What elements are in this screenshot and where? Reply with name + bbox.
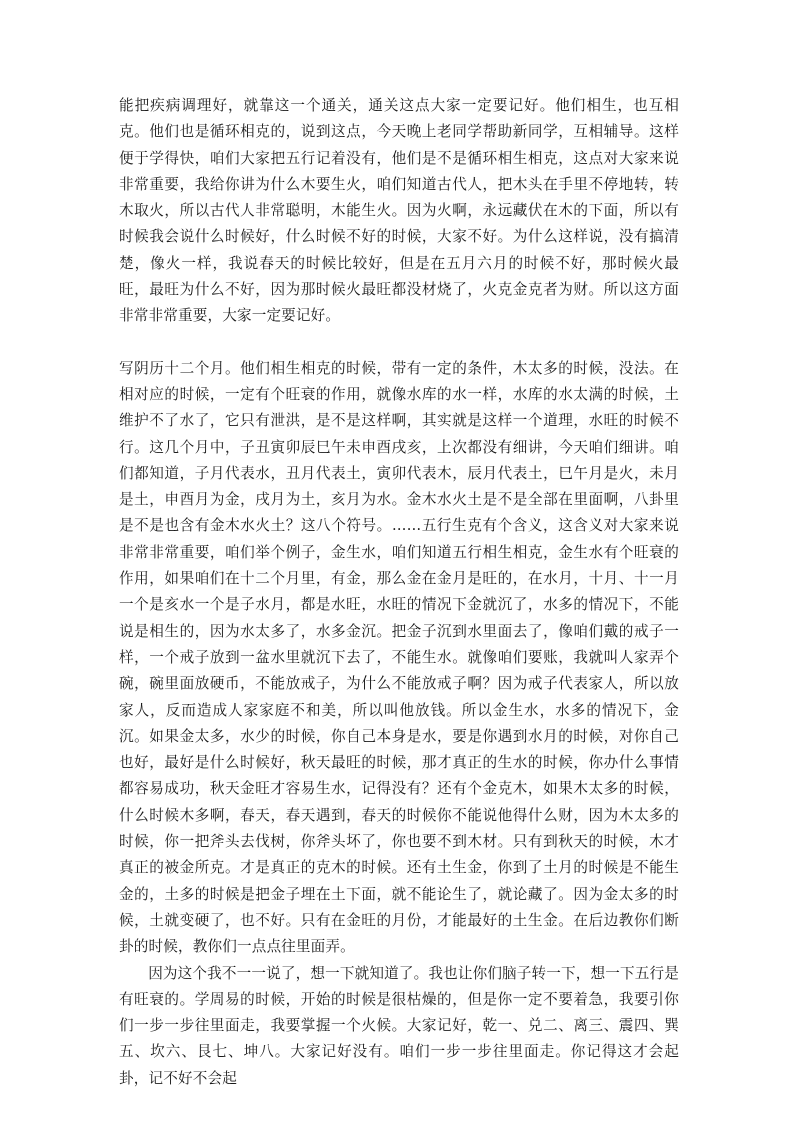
document-body xyxy=(119,93,679,1092)
paragraph-1: 能把疾病调理好，就靠这一个通关，通关这点大家一定要记好。他们相生，也互相克。他们也是循环相克的，说到这点，今天晚上老同学帮助新同学，互相辅导。这样便于学得快，咱们大家把五行记着没有，他们是不是循环相生相克，这点对大家来说非常重要，我给你讲为什么木要生火，咱们知道古代人，把木头在手里不停地转，转木取火，所以古代人非常聪明，木能生火。因为火啊，永远藏伏在木的下面，所以有时候我会说什么时候好，什么时候不好的时候，大家不好。为什么这样说，没有搞清楚，像火一样，我说春天的时候比较好，但是在五月六月的时候不好，那时候火最旺，最旺为什么不好，因为那时候火最旺都没材烧了，火克金克者为财。所以这方面非常非常重要，大家一定要记好。 xyxy=(119,97,679,325)
paragraph-spacer xyxy=(119,330,679,356)
paragraph-2: 写阴历十二个月。他们相生相克的时候，带有一定的条件，木太多的时候，没法。在相对应的时候，一定有个旺衰的作用，就像水库的水一样，水库的水太满的时候，土维护不了水了，它只有泄洪，是不是这样啊，其实就是这样一个道理，水旺的时候不行。这几个月中，子丑寅卯辰巳午未申酉戌亥，上次都没有细讲，今天咱们细讲。咱们都知道，子月代表水，丑月代表土，寅卯代表木，辰月代表土，巳午月是火，未月是土，申酉月为金，戌月为土，亥月为水。金木水火土是不是全部在里面啊，八卦里是不是也含有金木水火土？这八个符号。……五行生克有个含义，这含义对大家来说非常非常重要，咱们举个例子，金生水，咱们知道五行相生相克，金生水有个旺衰的作用，如果咱们在十二个月里，有金，那么金在金月是旺的，在水月，十月、十一月一个是亥水一个是子水月，都是水旺，水旺的情况下金就沉了，水多的情况下，不能说是相生的，因为水太多了，水多金沉。把金子沉到水里面去了，像咱们戴的戒子一样，一个戒子放到一盆水里就沉下去了，不能生水。就像咱们要账，我就叫人家弄个碗，碗里面放硬币，不能放戒子，为什么不能放戒子啊？因为戒子代表家人，所以放家人，反而造成人家家庭不和美，所以叫他放钱。所以金生水，水多的情况下，金沉。如果金太多，水少的时候，你自己本身是水，要是你遇到水月的时候，对你自己也好，最好是什么时候好，秋天最旺的时候，那才真正的生水的时候，你办什么事情都容易成功，秋天金旺才容易生水，记得没有？还有个金克木，如果木太多的时候，什么时候木多啊，春天，春天遇到，春天的时候你不能说他得什么财，因为木太多的时候，你一把斧头去伐树，你斧头坏了，你也要不到木材。只有到秋天的时候，木才真正的被金所克。才是真正的克木的时候。还有土生金，你到了土月的时候是不能生金的，土多的时候是把金子埋在土下面，就不能论生了，就论藏了。因为金太多的时候，土就变硬了，也不好。只有在金旺的月份，才能最好的土生金。在后边教你们断卦的时候，教你们一点点往里面弄。 xyxy=(119,359,679,956)
paragraph-3: 因为这个我不一一说了，想一下就知道了。我也让你们脑子转一下，想一下五行是有旺衰的。学周易的时候，开始的时候是很枯燥的，但是你一定不要着急，我要引你们一步一步往里面走，我要掌握一个火候。大家记好，乾一、兑二、离三、震四、巽五、坎六、艮七、坤八。大家记好没有。咱们一步一步往里面走。你记得这才会起卦，记不好不会起 xyxy=(119,964,679,1087)
